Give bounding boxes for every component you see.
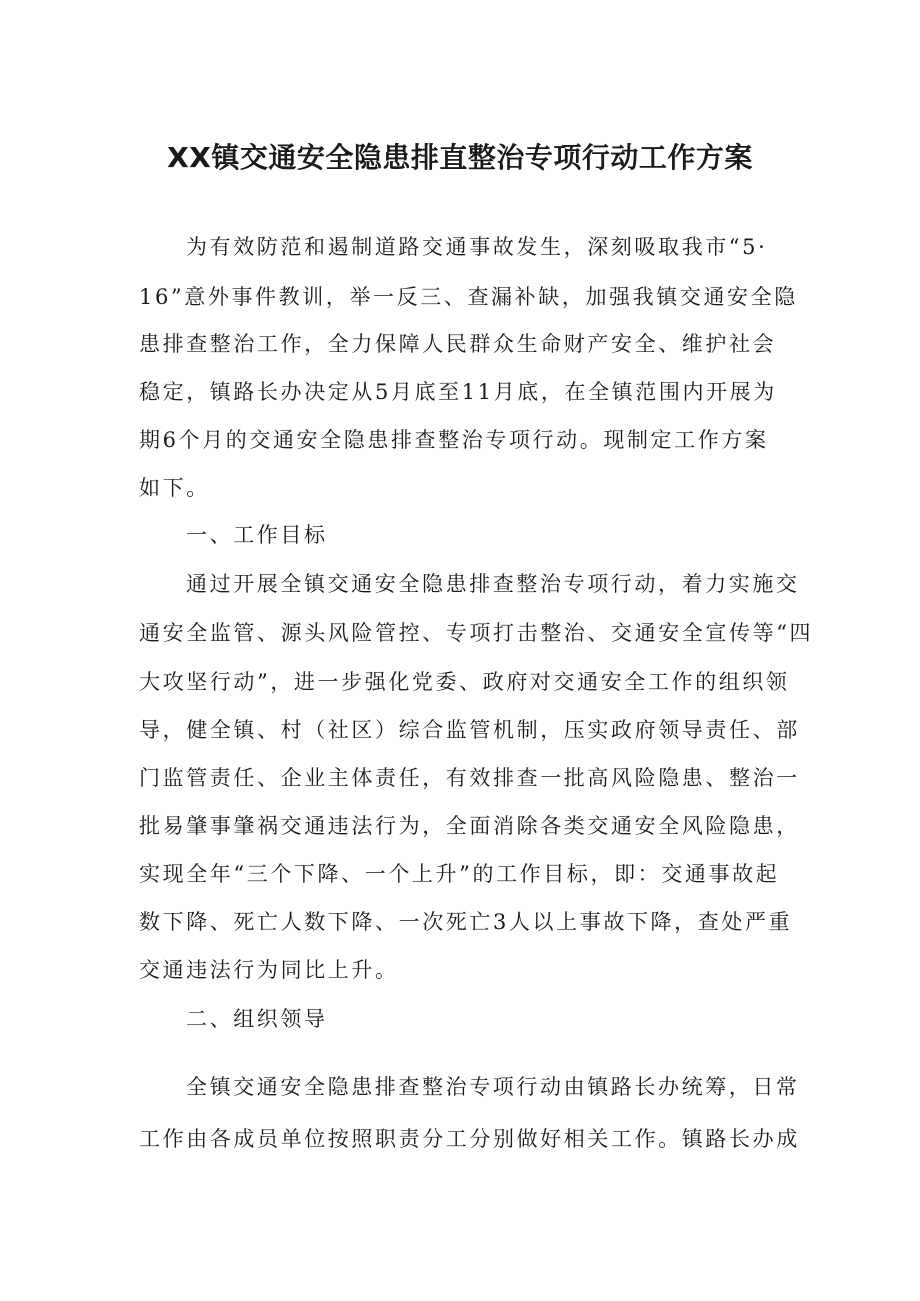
paragraph-line: 大攻坚行动”，进一步强化党委、政府对交通安全工作的组织领: [139, 670, 790, 694]
section-heading: 二、组织领导: [186, 1007, 328, 1031]
paragraph-line: 导，健全镇、村（社区）综合监管机制，压实政府领导责任、部: [139, 718, 800, 742]
paragraph-line: 交通违法行为同比上升。: [139, 958, 399, 982]
paragraph-line: 工作由各成员单位按照职责分工分别做好相关工作。镇路长办成: [139, 1127, 800, 1151]
paragraph-line: 为有效防范和遏制道路交通事故发生，深刻吸取我市“5·: [186, 235, 768, 259]
paragraph-line: 期6个月的交通安全隐患排查整治专项行动。现制定工作方案: [139, 428, 769, 452]
paragraph-line: 实现全年“三个下降、一个上升”的工作目标，即：交通事故起: [139, 862, 780, 886]
document-title: XX镇交通安全隐患排直整治专项行动工作方案: [167, 141, 753, 174]
paragraph-line: 门监管责任、企业主体责任，有效排查一批高风险隐患、整治一: [139, 766, 800, 790]
paragraph-line: 如下。: [139, 476, 210, 500]
paragraph-line: 数下降、死亡人数下降、一次死亡3人以上事故下降，查处严重: [139, 910, 793, 934]
paragraph-line: 通安全监管、源头风险管控、专项打击整治、交通安全宣传等“四: [139, 621, 814, 645]
paragraph-line: 16”意外事件教训，举一反三、查漏补缺，加强我镇交通安全隐: [139, 285, 798, 309]
paragraph-line: 稳定，镇路长办决定从5月底至11月底，在全镇范围内开展为: [139, 380, 777, 404]
paragraph-line: 通过开展全镇交通安全隐患排查整治专项行动，着力实施交: [186, 572, 800, 596]
paragraph-line: 全镇交通安全隐患排查整治专项行动由镇路长办统筹，日常: [186, 1075, 800, 1099]
paragraph-line: 患排查整治工作，全力保障人民群众生命财产安全、维护社会: [139, 332, 777, 356]
paragraph-line: 批易肇事肇祸交通违法行为，全面消除各类交通安全风险隐患，: [139, 814, 800, 838]
section-heading: 一、工作目标: [186, 523, 328, 547]
